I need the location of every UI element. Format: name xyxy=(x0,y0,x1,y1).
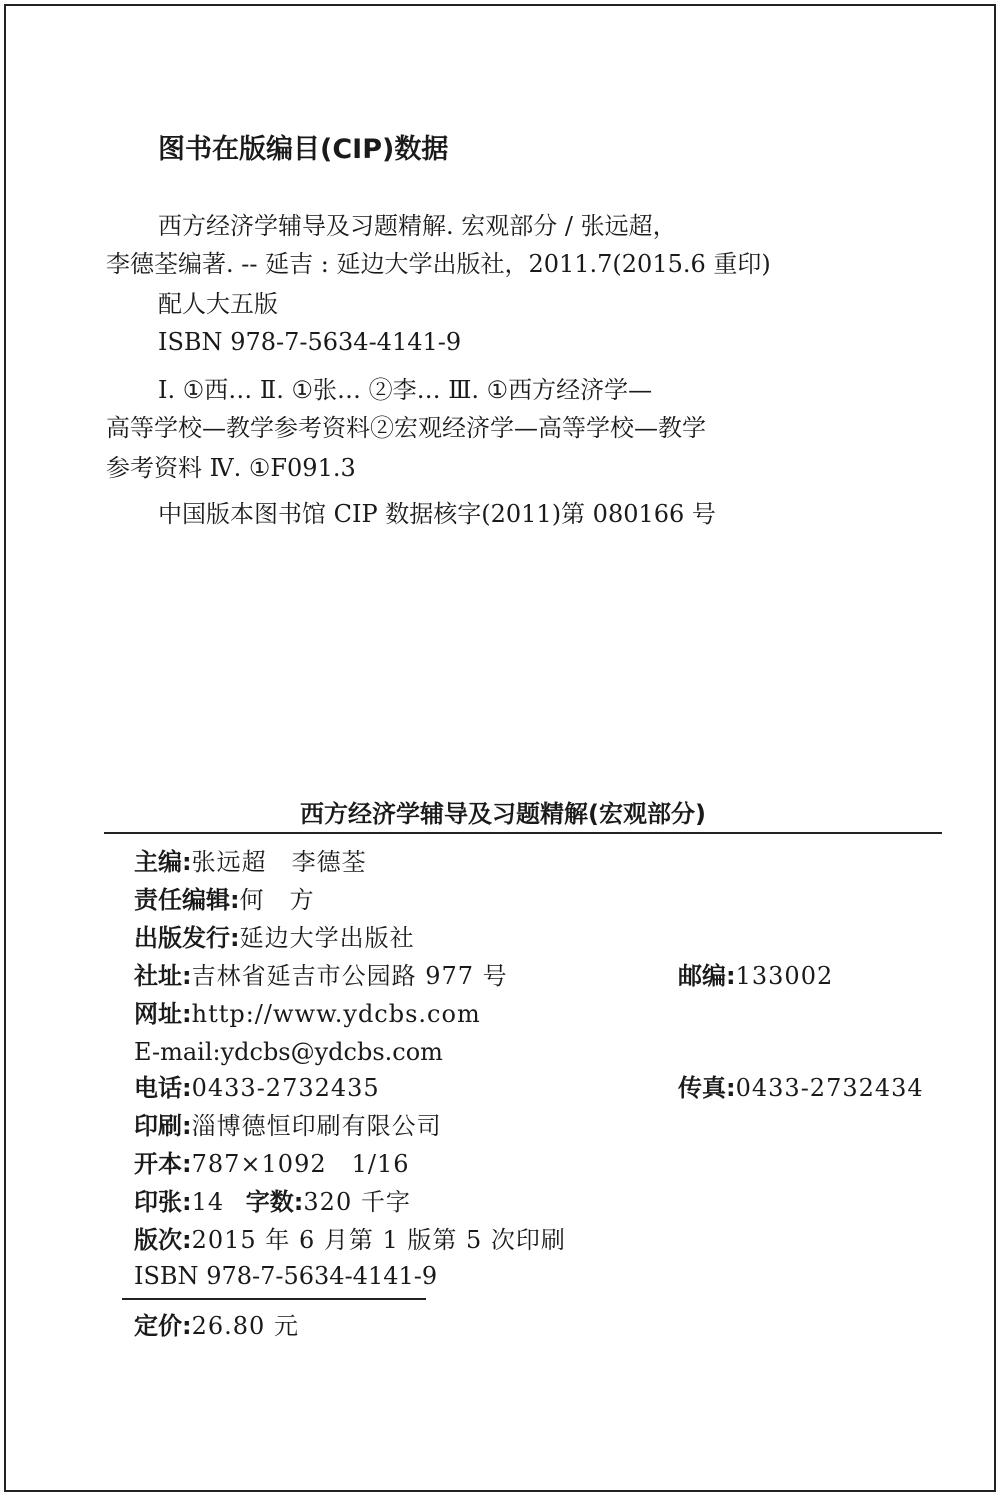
editor-label: 主编: xyxy=(134,848,192,876)
cip-line-5: Ⅰ. ①西… Ⅱ. ①张… ②李… Ⅲ. ①西方经济学— xyxy=(158,376,653,404)
address-label: 社址: xyxy=(134,962,192,990)
editor-row xyxy=(134,848,367,876)
sheets-words-row xyxy=(134,1188,411,1216)
resp-editor-label: 责任编辑: xyxy=(134,886,240,914)
publisher-value: 延边大学出版社 xyxy=(239,924,415,952)
price-value: 26.80 元 xyxy=(191,1312,299,1340)
sheets-label: 印张: xyxy=(134,1188,192,1216)
format-row xyxy=(134,1150,410,1178)
phone-label: 电话: xyxy=(134,1074,192,1102)
isbn-row: ISBN 978-7-5634-4141-9 xyxy=(134,1262,438,1290)
words-label: 字数: xyxy=(245,1188,304,1216)
publisher-label: 出版发行: xyxy=(134,924,240,952)
postcode-label: 邮编: xyxy=(678,962,736,990)
printer-value: 淄博德恒印刷有限公司 xyxy=(191,1112,442,1140)
fax-row xyxy=(678,1074,924,1102)
website-row xyxy=(134,1000,481,1028)
resp-editor-value: 何 方 xyxy=(239,886,315,914)
website-value: http://www.ydcbs.com xyxy=(191,1000,481,1028)
address-row xyxy=(134,962,508,990)
isbn-rule xyxy=(122,1298,426,1300)
edition-label: 版次: xyxy=(134,1226,192,1254)
cip-line-8: 中国版本图书馆 CIP 数据核字(2011)第 080166 号 xyxy=(158,500,716,528)
cip-line-7: 参考资料 Ⅳ. ①F091.3 xyxy=(106,454,356,482)
imprint-top-rule xyxy=(104,832,942,834)
cip-line-2: 李德荃编著. -- 延吉 : 延边大学出版社，2011.7(2015.6 重印) xyxy=(106,250,771,278)
edition-row xyxy=(134,1226,566,1254)
editor-value: 张远超 李德荃 xyxy=(191,848,367,876)
copyright-page xyxy=(4,4,996,1492)
sheets-value: 14 xyxy=(191,1188,225,1216)
fax-value: 0433-2732434 xyxy=(735,1074,924,1102)
fax-label: 传真: xyxy=(678,1074,736,1102)
postcode-row xyxy=(678,962,833,990)
email-row: E-mail:ydcbs@ydcbs.com xyxy=(134,1038,443,1066)
postcode-value: 133002 xyxy=(735,962,834,990)
edition-value: 2015 年 6 月第 1 版第 5 次印刷 xyxy=(191,1226,566,1254)
cip-line-4: ISBN 978-7-5634-4141-9 xyxy=(158,328,462,356)
words-value: 320 千字 xyxy=(303,1188,411,1216)
price-row xyxy=(134,1312,299,1340)
printer-label: 印刷: xyxy=(134,1112,192,1140)
address-value: 吉林省延吉市公园路 977 号 xyxy=(191,962,508,990)
website-label: 网址: xyxy=(134,1000,192,1028)
format-label: 开本: xyxy=(134,1150,192,1178)
cip-title: 图书在版编目(CIP)数据 xyxy=(158,134,449,165)
imprint-title: 西方经济学辅导及习题精解(宏观部分) xyxy=(300,800,706,828)
price-label: 定价: xyxy=(134,1312,192,1340)
phone-value: 0433-2732435 xyxy=(191,1074,380,1102)
printer-row xyxy=(134,1112,442,1140)
publisher-row xyxy=(134,924,415,952)
phone-row xyxy=(134,1074,380,1102)
format-value: 787×1092 1/16 xyxy=(191,1150,410,1178)
cip-line-3: 配人大五版 xyxy=(158,290,278,318)
resp-editor-row xyxy=(134,886,315,914)
cip-line-1: 西方经济学辅导及习题精解. 宏观部分 / 张远超， xyxy=(158,212,677,240)
cip-line-6: 高等学校—教学参考资料②宏观经济学—高等学校—教学 xyxy=(106,414,706,442)
